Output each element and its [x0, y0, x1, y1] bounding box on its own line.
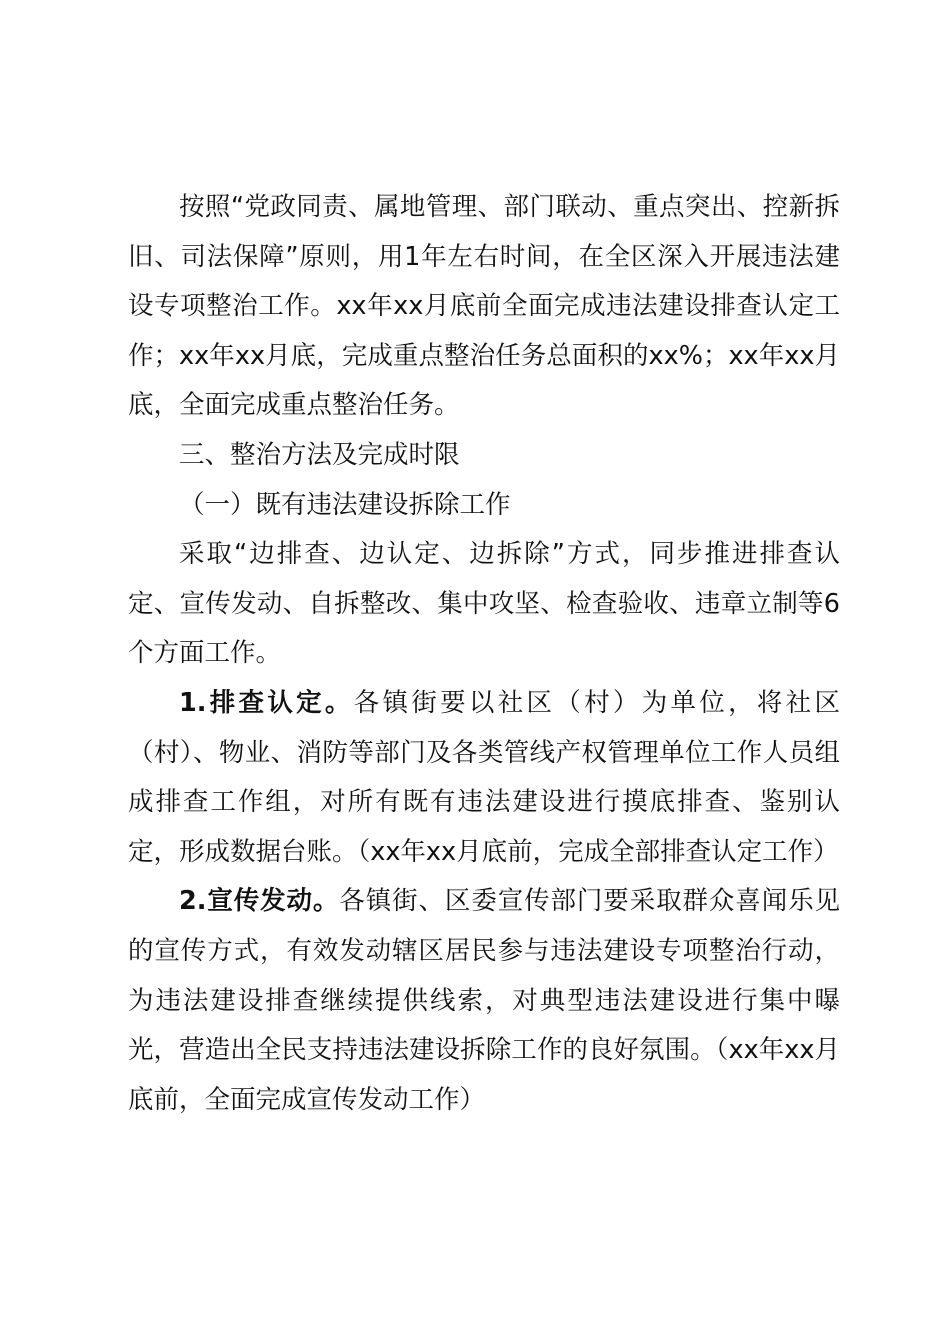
section-heading-3: 三、整治方法及完成时限: [179, 439, 460, 470]
paragraph-method: 采取“边排查、边认定、边拆除”方式，同步推进排查认定、宣传发动、自拆整改、集中攻坚、检查验收、违章立制等6个方面工作。: [128, 539, 840, 669]
item-publicity: [128, 877, 840, 1125]
paragraph-principles: 按照“党政同责、属地管理、部门联动、重点突出、控新拆旧、司法保障”原则，用1年左右时间，在全区深入开展违法建设专项整治工作。xx年xx月底前全面完成违法建设排查认定工作；xx年xx月底，完成重点整治任务总面积的xx%；xx年xx月底，全面完成重点整治任务。: [128, 192, 840, 421]
item-publicity-heading: 2.宣传发动。: [179, 886, 340, 917]
item-investigation-text: 各镇街要以社区（村）为单位，将社区（村）、物业、消防等部门及各类管线产权管理单位工作人员组成排查工作组，对所有既有违法建设进行摸底排查、鉴别认定，形成数据台账。（xx年xx月底前，完成全部排查认定工作）: [128, 687, 840, 867]
subsection-heading-1: （一）既有违法建设拆除工作: [179, 489, 511, 520]
item-publicity-text: 各镇街、区委宣传部门要采取群众喜闻乐见的宣传方式，有效发动辖区居民参与违法建设专项整治行动，为违法建设排查继续提供线索，对典型违法建设进行集中曝光，营造出全民支持违法建设拆除工作的良好氛围。（xx年xx月底前，全面完成宣传发动工作）: [128, 886, 840, 1115]
item-investigation: [128, 679, 840, 877]
document-body: [128, 183, 840, 1125]
item-investigation-heading: 1.排查认定。: [179, 687, 354, 718]
